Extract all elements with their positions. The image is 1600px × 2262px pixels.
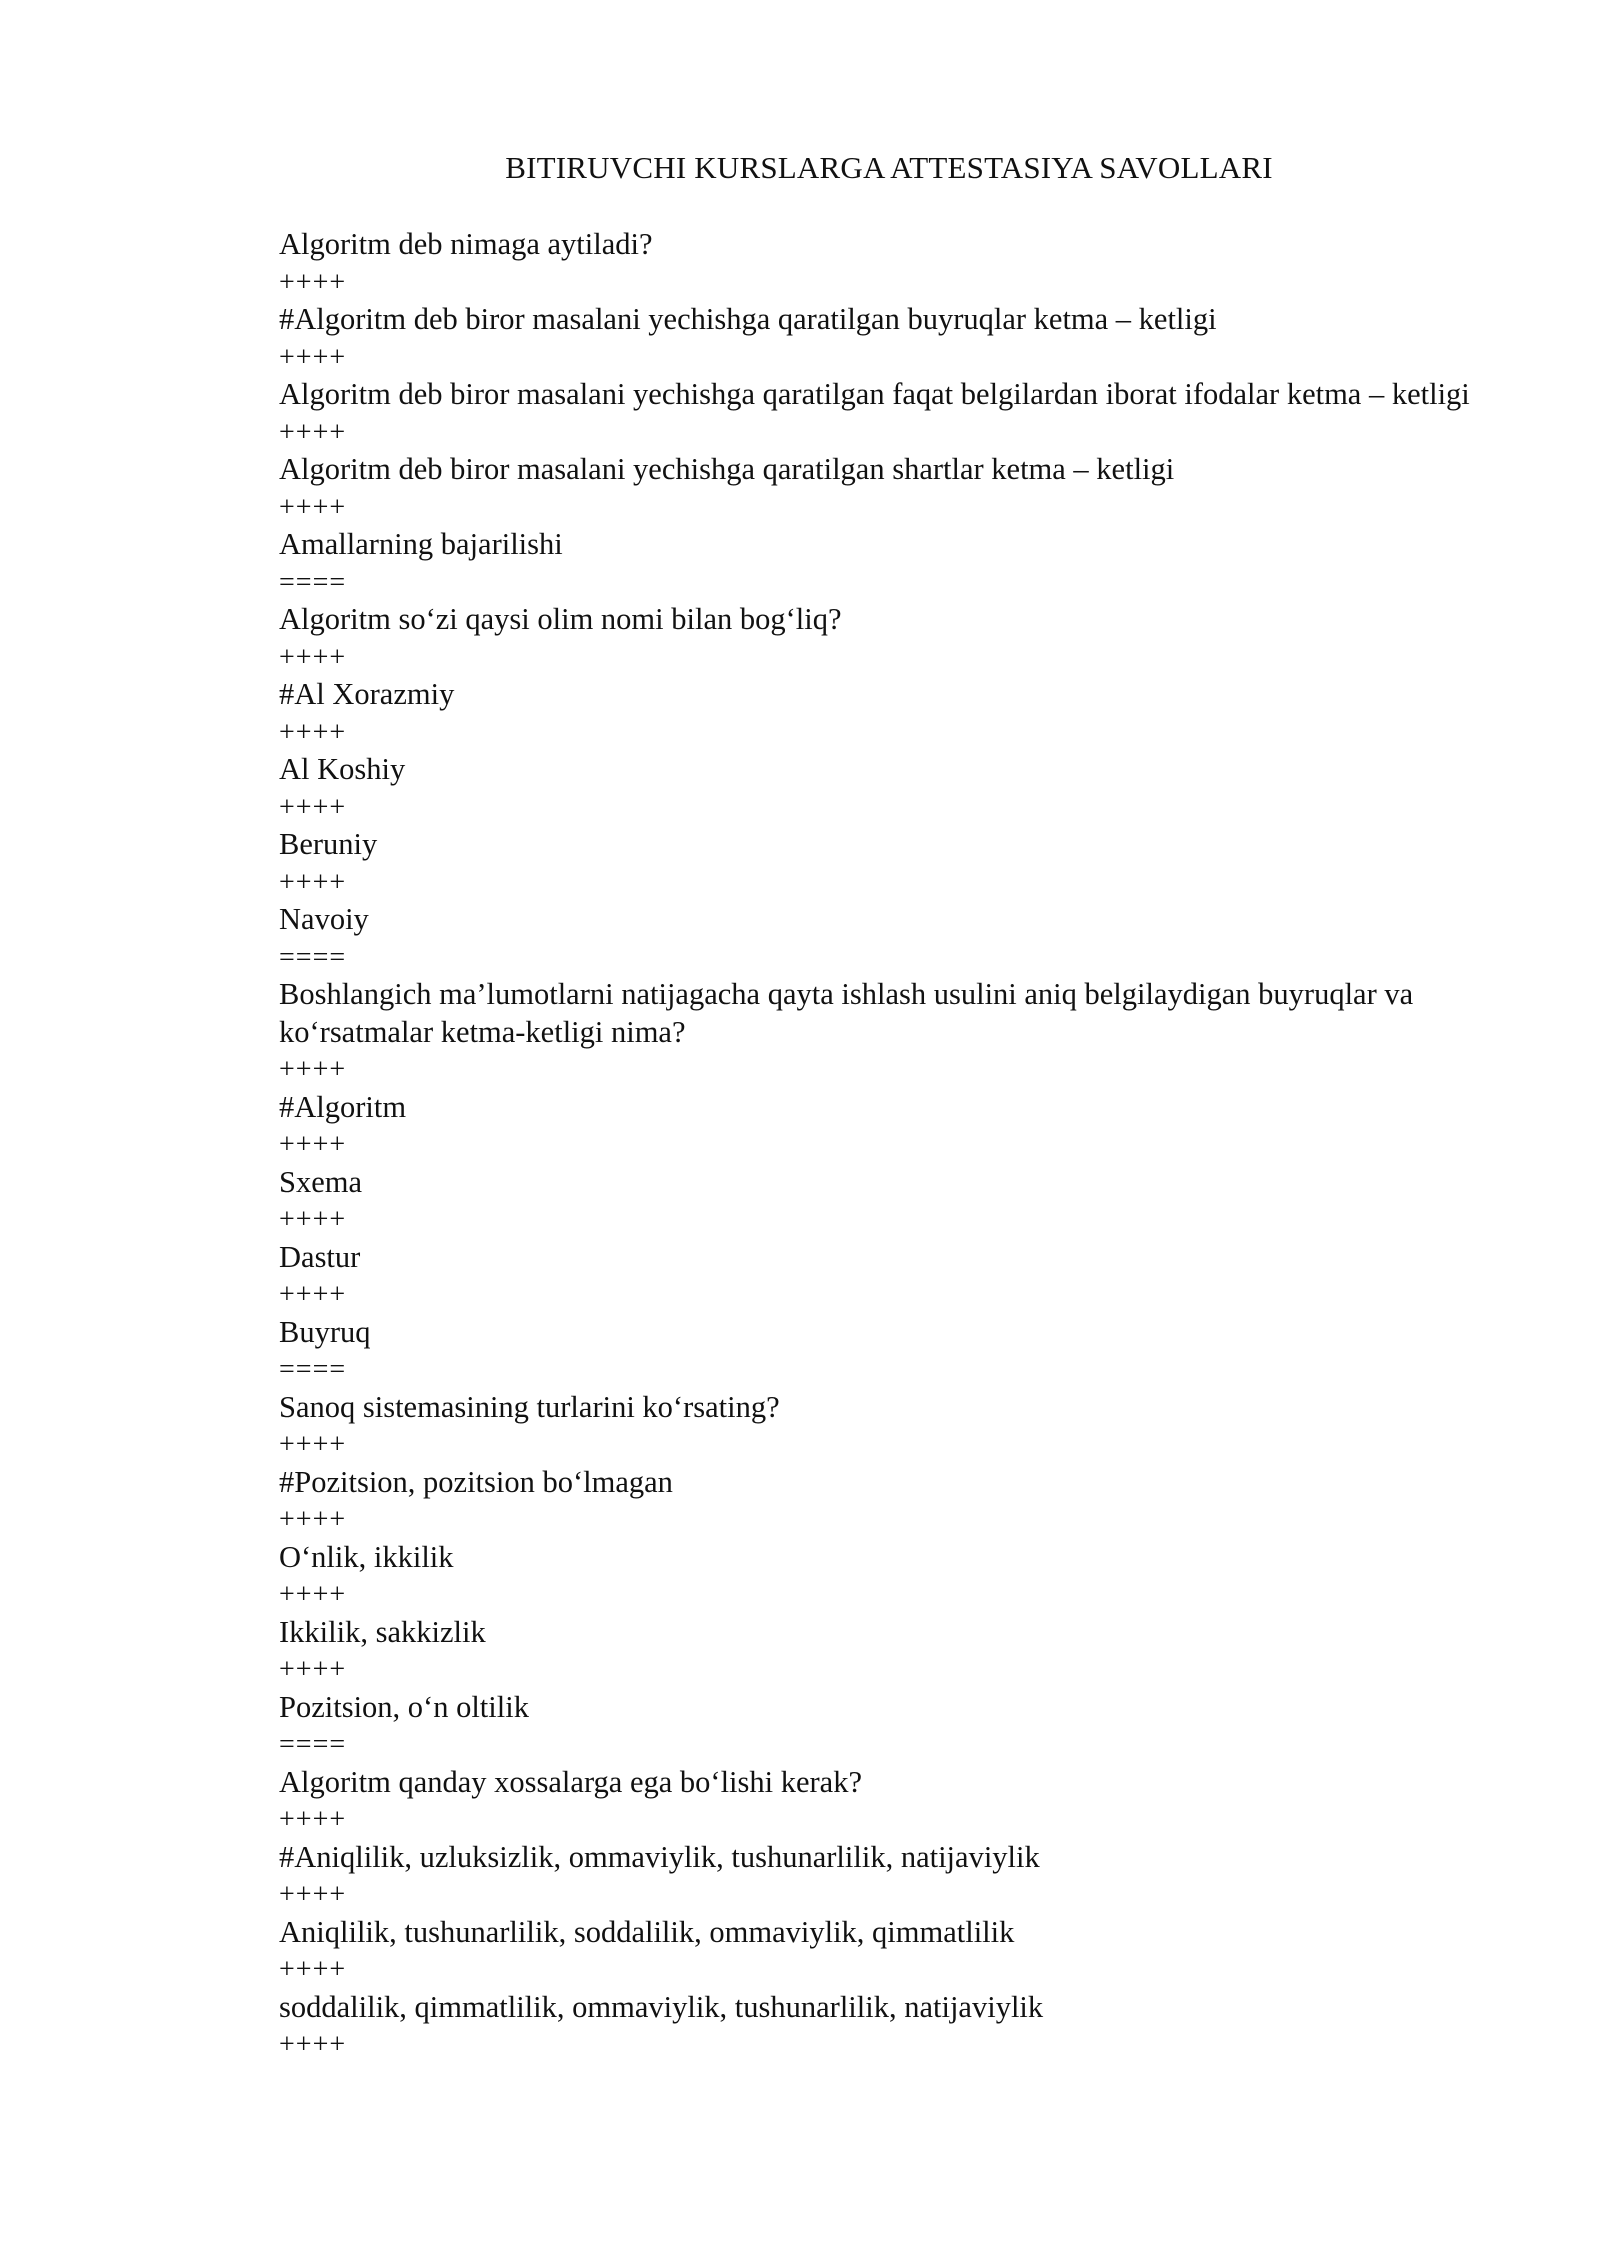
question-separator: ==== [279,1354,347,1385]
question-list [279,226,1489,2064]
option-separator: ++++ [279,1429,347,1460]
question-line: O‘nlik, ikkilik [279,1539,454,1574]
question-line: Pozitsion, o‘n oltilik [279,1689,529,1724]
question-line: Beruniy [279,827,378,861]
correct-answer-option: #Aniqlilik, uzluksizlik, ommaviylik, tushunarlilik, natijaviylik [279,1839,1040,1874]
option-separator: ++++ [279,491,347,523]
correct-answer-option: #Al Xorazmiy [279,677,455,711]
option-separator: ++++ [279,866,347,898]
option-separator: ++++ [279,266,347,298]
question-line: Algoritm deb biror masalani yechishga qaratilgan faqat belgilardan iborat ifodalar ketma – ketligi [279,377,1470,411]
option-separator: ++++ [279,416,347,448]
question-line: Sxema [279,1164,363,1199]
option-separator: ++++ [279,1579,347,1610]
question-line: Dastur [279,1239,361,1274]
question-line: Algoritm deb nimaga aytiladi? [279,227,653,261]
option-separator: ++++ [279,716,347,748]
question-line: Ikkilik, sakkizlik [279,1614,486,1649]
option-separator: ++++ [279,791,347,823]
question-line: Buyruq [279,1314,371,1349]
document-title: BITIRUVCHI KURSLARGA ATTESTASIYA SAVOLLARI [505,150,1273,185]
question-line: Aniqlilik, tushunarlilik, soddalilik, ommaviylik, qimmatlilik [279,1914,1015,1949]
option-separator: ++++ [279,1279,347,1310]
option-separator: ++++ [279,1204,347,1235]
question-separator: ==== [279,1729,347,1760]
question-line: Boshlangich ma’lumotlarni natijagacha qayta ishlash usulini aniq belgilaydigan buyruqlar va ko‘rsatmalar ketma-ketligi nima? [279,977,1414,1049]
question-separator: ==== [279,941,347,973]
option-separator: ++++ [279,1654,347,1685]
correct-answer-option: #Pozitsion, pozitsion bo‘lmagan [279,1464,673,1499]
question-line: Sanoq sistemasining turlarini ko‘rsating? [279,1389,780,1424]
option-separator: ++++ [279,1804,347,1835]
question-line: Algoritm deb biror masalani yechishga qaratilgan shartlar ketma – ketligi [279,452,1175,486]
option-separator: ++++ [279,2029,347,2060]
question-separator: ==== [279,566,347,598]
question-line: Navoiy [279,902,369,936]
correct-answer-option: #Algoritm deb biror masalani yechishga qaratilgan buyruqlar ketma – ketligi [279,302,1217,336]
correct-answer-option: #Algoritm [279,1089,407,1124]
option-separator: ++++ [279,1054,347,1085]
option-separator: ++++ [279,341,347,373]
option-separator: ++++ [279,1954,347,1985]
option-separator: ++++ [279,1129,347,1160]
question-line: Algoritm so‘zi qaysi olim nomi bilan bog‘liq? [279,602,842,636]
option-separator: ++++ [279,1504,347,1535]
option-separator: ++++ [279,1879,347,1910]
option-separator: ++++ [279,641,347,673]
question-line: Amallarning bajarilishi [279,527,563,561]
question-line: Al Koshiy [279,752,406,786]
question-line: Algoritm qanday xossalarga ega bo‘lishi kerak? [279,1764,862,1799]
question-line: soddalilik, qimmatlilik, ommaviylik, tushunarlilik, natijaviylik [279,1989,1044,2024]
